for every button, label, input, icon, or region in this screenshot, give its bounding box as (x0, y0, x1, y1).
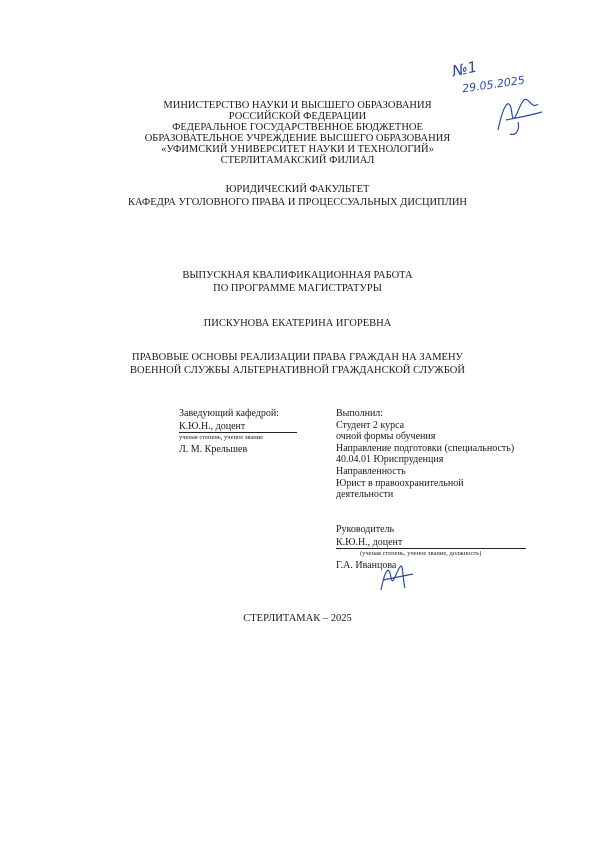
supervisor-degree: К.Ю.Н., доцент (336, 537, 526, 550)
department-name: КАФЕДРА УГОЛОВНОГО ПРАВА И ПРОЦЕССУАЛЬНЫХ ДИСЦИПЛИН (127, 197, 467, 208)
faculty-name: ЮРИДИЧЕСКИЙ ФАКУЛЬТЕТ (225, 184, 370, 195)
thesis-title-line-2: ВОЕННОЙ СЛУЖБЫ АЛЬТЕРНАТИВНОЙ ГРАЖДАНСКОЙ СЛУЖБОЙ (130, 365, 465, 376)
supervisor-signature (377, 560, 417, 594)
header-line-6: СТЕРЛИТАМАКСКИЙ ФИЛИАЛ (220, 155, 375, 166)
supervisor-degree-caption: (ученая степень, ученое звание, должность) (360, 550, 482, 558)
completed-by-line: Направление подготовки (специальность) (336, 442, 515, 454)
completed-by-block (336, 408, 536, 501)
supervisor-name: Г.А. Иванцова (336, 560, 397, 572)
completed-by-line: Студент 2 курса (336, 419, 405, 431)
completed-by-line: Направленность (336, 465, 406, 477)
thesis-title-line-1: ПРАВОВЫЕ ОСНОВЫ РЕАЛИЗАЦИИ ПРАВА ГРАЖДАН НА ЗАМЕНУ (132, 352, 463, 363)
thesis-title (0, 352, 595, 376)
registration-date: 29.05.2025 (461, 73, 526, 96)
header-line-2: РОССИЙСКОЙ ФЕДЕРАЦИИ (228, 111, 367, 122)
supervisor-block (336, 524, 536, 572)
head-of-department-degree: К.Ю.Н., доцент (179, 421, 297, 434)
registration-number: №1 (450, 57, 479, 81)
work-type-block (0, 270, 595, 294)
completed-by-line: деятельности (336, 489, 394, 501)
head-of-department-block (179, 408, 304, 456)
completed-by-line: очной формы обучения (336, 431, 436, 443)
ministry-header (0, 100, 595, 166)
work-type-line-2: ПО ПРОГРАММЕ МАГИСТРАТУРЫ (213, 283, 382, 294)
header-line-3: ФЕДЕРАЛЬНОЕ ГОСУДАРСТВЕННОЕ БЮДЖЕТНОЕ (172, 122, 423, 133)
faculty-block (0, 184, 595, 208)
head-of-department-degree-caption: ученая степень, ученое звание (179, 434, 264, 442)
header-line-5: «УФИМСКИЙ УНИВЕРСИТЕТ НАУКИ И ТЕХНОЛОГИЙ» (161, 144, 434, 155)
head-of-department-label: Заведующий кафедрой: (179, 408, 280, 419)
header-line-4: ОБРАЗОВАТЕЛЬНОЕ УЧРЕЖДЕНИЕ ВЫСШЕГО ОБРАЗОВАНИЯ (144, 133, 451, 144)
supervisor-label: Руководитель (336, 524, 395, 535)
head-of-department-name: Л. М. Крельшев (179, 444, 248, 456)
work-type-line-1: ВЫПУСКНАЯ КВАЛИФИКАЦИОННАЯ РАБОТА (182, 270, 413, 281)
footer-city-year: СТЕРЛИТАМАК – 2025 (243, 613, 352, 624)
completed-by-line: Юрист в правоохранительной (336, 477, 464, 489)
header-line-1: МИНИСТЕРСТВО НАУКИ И ВЫСШЕГО ОБРАЗОВАНИЯ (163, 100, 432, 111)
completed-by-line: 40.04.01 Юриспруденция (336, 454, 444, 466)
completed-by-label: Выполнил: (336, 408, 384, 419)
author-name: ПИСКУНОВА ЕКАТЕРИНА ИГОРЕВНА (203, 318, 392, 329)
